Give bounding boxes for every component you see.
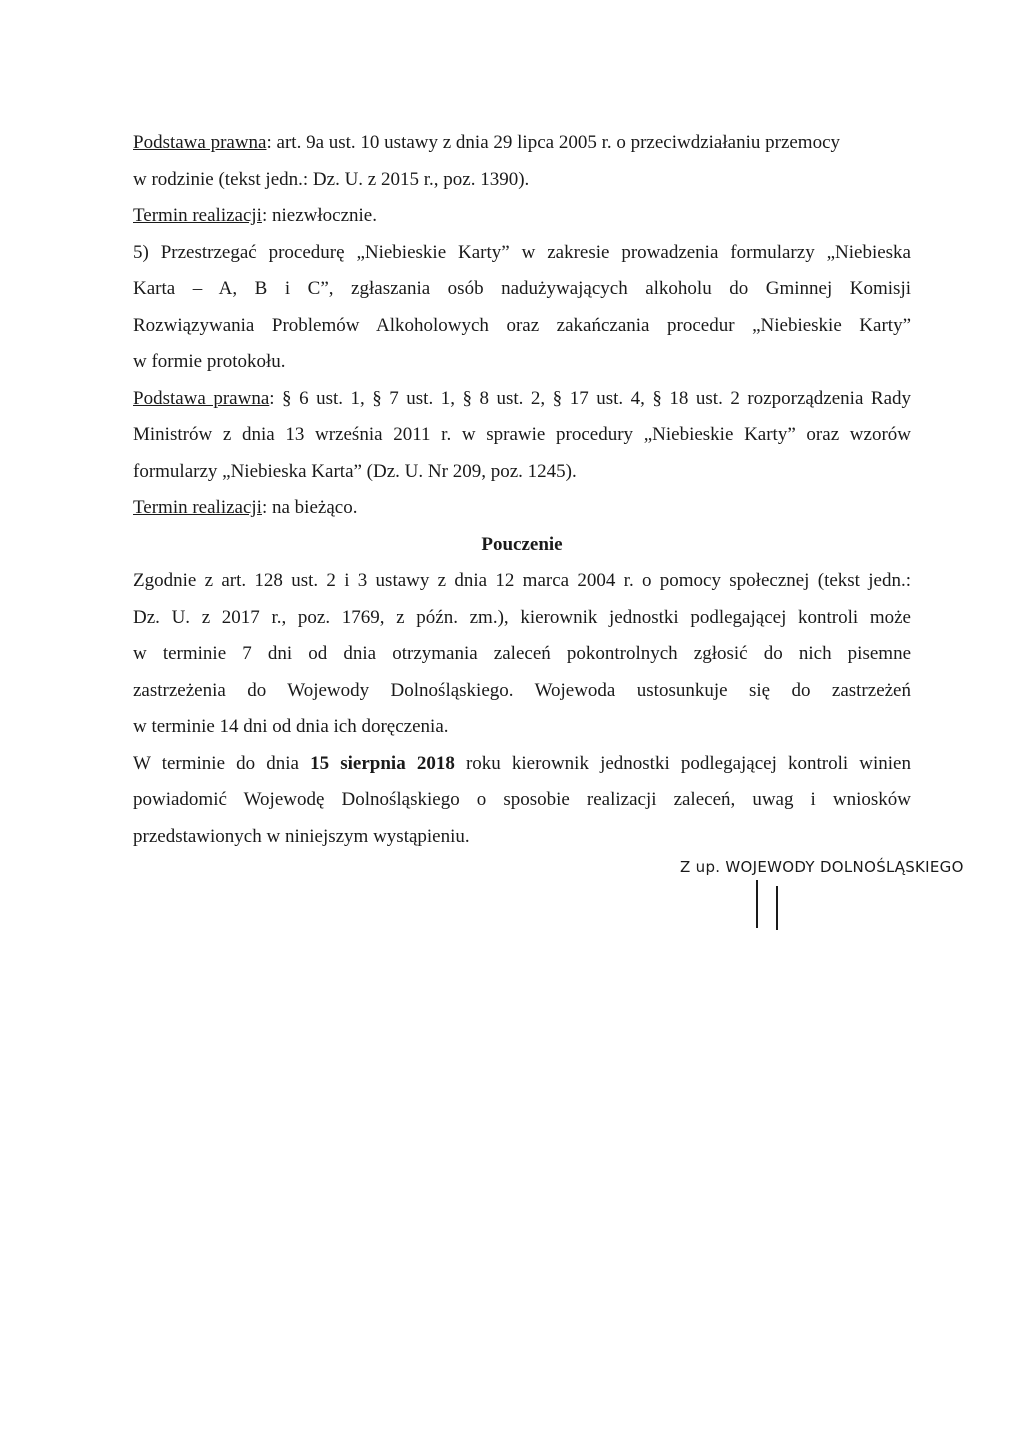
deadline-value-2: : na bieżąco. (261, 497, 358, 518)
legal-basis-text: : art. 9a ust. 10 ustawy z dnia 29 lipca 2005 r. o przeciwdziałaniu przemocy (266, 132, 841, 153)
deadline-line-2 (133, 490, 911, 527)
pouczenie-line-5: w terminie 14 dni od dnia ich doręczenia. (133, 716, 449, 737)
recommendation-5-line-3: Rozwiązywania Problemów Alkoholowych oraz zakańczania procedur „Niebieskie Karty” (133, 314, 911, 336)
deadline-label-2: Termin realizacji (133, 497, 262, 518)
document-body (133, 125, 911, 855)
legal-basis-line (133, 125, 911, 162)
signature-mark-right (776, 886, 778, 930)
signature-stamp: Z up. WOJEWODY DOLNOŚLĄSKIEGO (680, 858, 964, 876)
deadline-date: 15 sierpnia 2018 (310, 752, 455, 774)
legal-basis-continuation: w rodzinie (tekst jedn.: Dz. U. z 2015 r., poz. 1390). (133, 168, 530, 190)
deadline-label: Termin realizacji (133, 205, 262, 226)
pouczenie-line-6 (133, 746, 911, 783)
recommendation-5-line-1: 5) Przestrzegać procedurę „Niebieskie Karty” w zakresie prowadzenia formularzy „Niebieska (133, 241, 911, 263)
pouczenie-heading: Pouczenie (481, 533, 563, 555)
pouczenie-line-1: Zgodnie z art. 128 ust. 2 i 3 ustawy z dnia 12 marca 2004 r. o pomocy społecznej (tekst jedn.: (133, 570, 911, 591)
pouczenie-line-3: w terminie 7 dni od dnia otrzymania zaleceń pokontrolnych zgłosić do nich pisemne (133, 643, 911, 664)
pouczenie-line-7: powiadomić Wojewodę Dolnośląskiego o sposobie realizacji zaleceń, uwag i wniosków (133, 789, 911, 810)
pouczenie-line-8: przedstawionych w niniejszym wystąpieniu. (133, 825, 470, 847)
pouczenie-line-6-c: roku kierownik jednostki podlegającej kontroli winien (454, 752, 911, 774)
pouczenie-line-6-a: W terminie do dnia (133, 752, 311, 774)
legal-basis-2-continuation-2: formularzy „Niebieska Karta” (Dz. U. Nr 209, poz. 1245). (133, 460, 577, 482)
legal-basis-line-2 (133, 381, 911, 418)
legal-basis-label: Podstawa prawna (133, 132, 267, 153)
legal-basis-2-continuation-1: Ministrów z dnia 13 września 2011 r. w sprawie procedury „Niebieskie Karty” oraz wzorów (133, 424, 911, 445)
pouczenie-line-4: zastrzeżenia do Wojewody Dolnośląskiego. Wojewoda ustosunkuje się do zastrzeżeń (133, 679, 911, 701)
pouczenie-line-2: Dz. U. z 2017 r., poz. 1769, z późn. zm.), kierownik jednostki podlegającej kontroli może (133, 606, 911, 628)
signature-mark-left (756, 880, 758, 928)
legal-basis-label-2: Podstawa prawna (133, 387, 270, 409)
deadline-line (133, 198, 911, 235)
legal-basis-text-2: : § 6 ust. 1, § 7 ust. 1, § 8 ust. 2, § 17 ust. 4, § 18 ust. 2 rozporządzenia Rady (269, 387, 912, 409)
deadline-value: : niezwłocznie. (261, 205, 377, 226)
recommendation-5-line-2: Karta – A, B i C”, zgłaszania osób nadużywających alkoholu do Gminnej Komisji (133, 278, 911, 299)
recommendation-5-line-4: w formie protokołu. (133, 351, 286, 372)
